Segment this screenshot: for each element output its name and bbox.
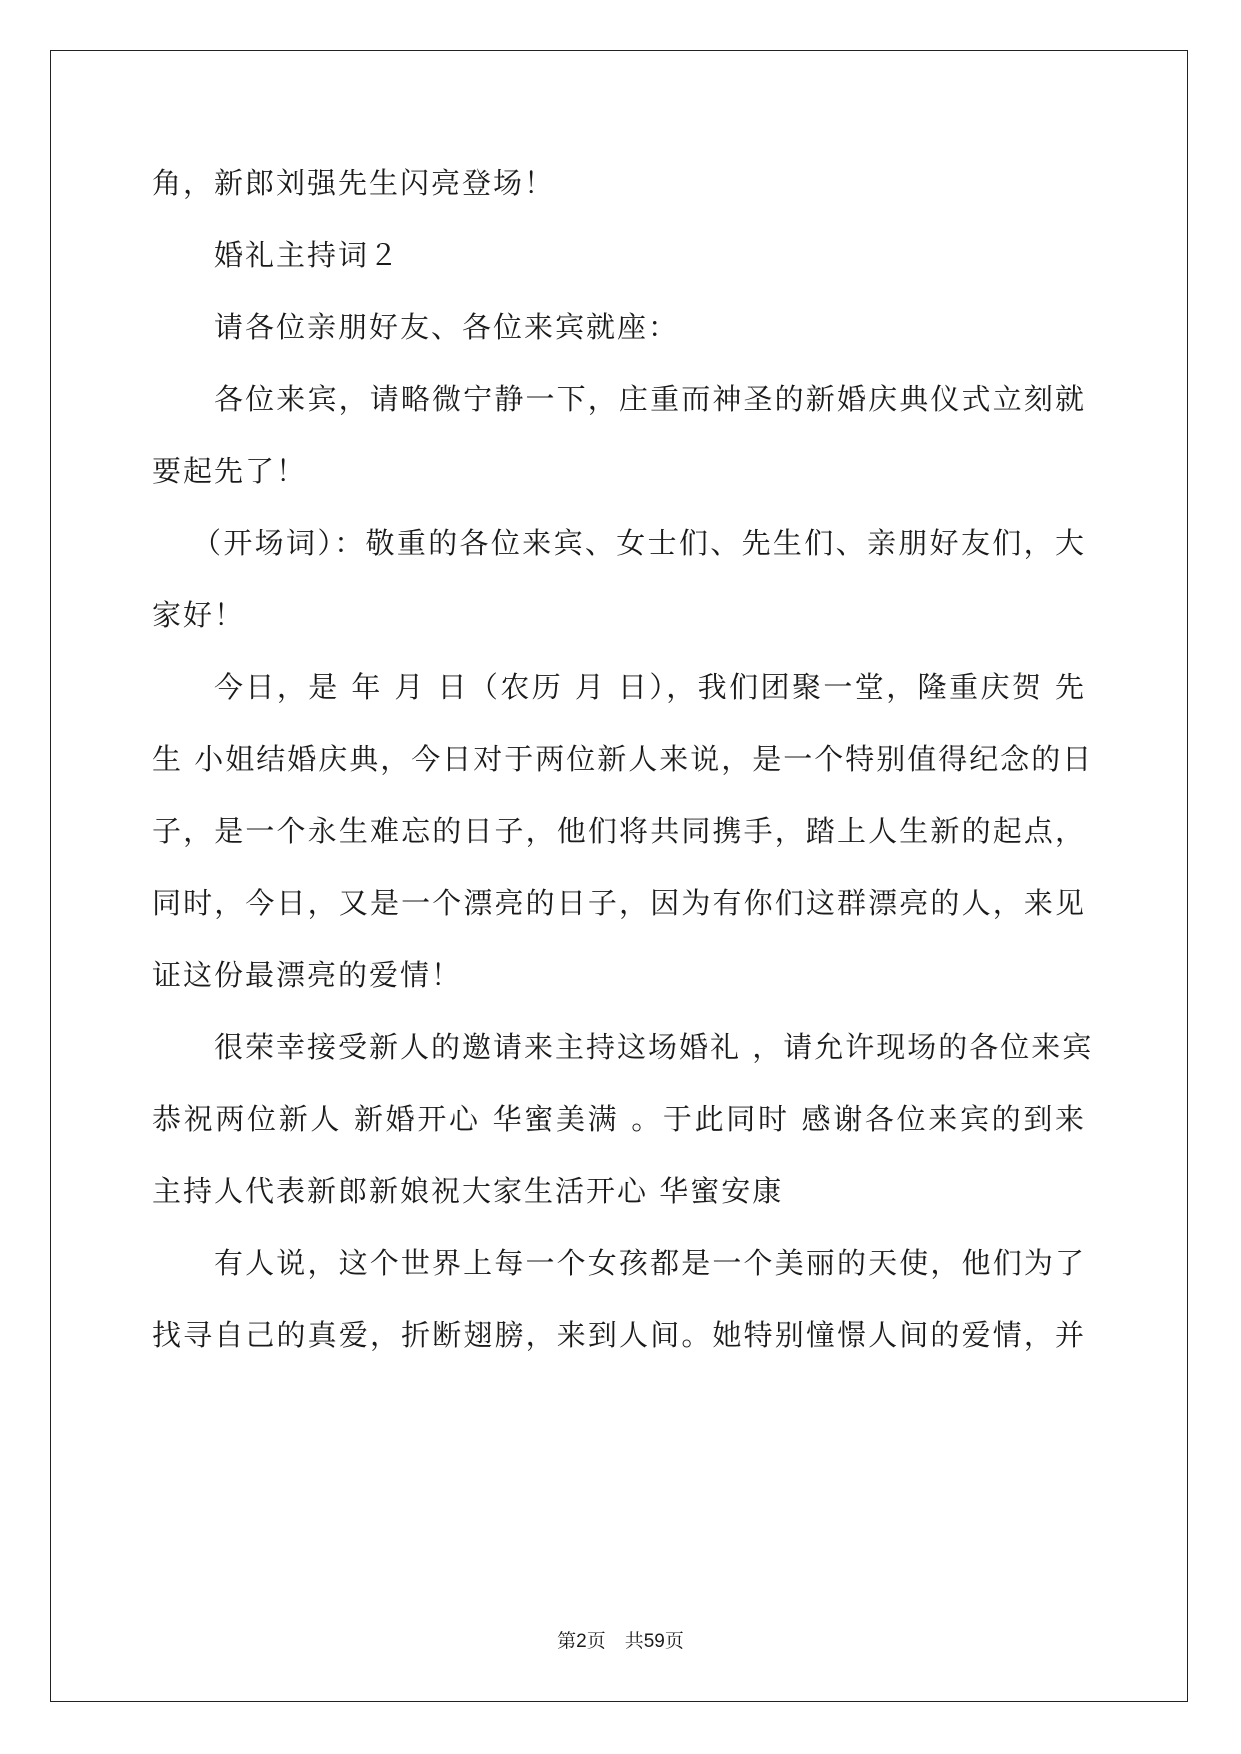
footer-suffix: 页 bbox=[664, 1631, 684, 1652]
text-line: 同时，今日，又是一个漂亮的日子，因为有你们这群漂亮的人，来见 bbox=[152, 886, 1086, 920]
text-line: 家好！ bbox=[152, 598, 246, 632]
text-line: 很荣幸接受新人的邀请来主持这场婚礼 ，请允许现场的各位来宾 bbox=[214, 1030, 1094, 1064]
text-line: 有人说，这个世界上每一个女孩都是一个美丽的天使，他们为了 bbox=[214, 1246, 1086, 1280]
page-footer bbox=[0, 1626, 1241, 1653]
text-line: （开场词）：敬重的各位来宾、女士们、先生们、亲朋好友们，大 bbox=[192, 526, 1086, 560]
text-line: 要起先了！ bbox=[152, 454, 308, 488]
text-line: 今日，是 年 月 日（农历 月 日），我们团聚一堂，隆重庆贺 先 bbox=[214, 670, 1086, 704]
footer-mid: 页 共 bbox=[586, 1631, 644, 1652]
text-line: 子，是一个永生难忘的日子，他们将共同携手，踏上人生新的起点， bbox=[152, 814, 1086, 848]
text-line: 主持人代表新郎新娘祝大家生活开心 华蜜安康 bbox=[152, 1174, 784, 1208]
text-line: 各位来宾，请略微宁静一下，庄重而神圣的新婚庆典仪式立刻就 bbox=[214, 382, 1086, 416]
text-line: 恭祝两位新人 新婚开心 华蜜美满 。于此同时 感谢各位来宾的到来 bbox=[152, 1102, 1086, 1136]
text-line: 角，新郎刘强先生闪亮登场！ bbox=[152, 166, 556, 200]
text-line: 请各位亲朋好友、各位来宾就座： bbox=[214, 310, 680, 344]
page-border bbox=[50, 50, 1188, 1702]
footer-prefix: 第 bbox=[557, 1631, 577, 1652]
text-line: 证这份最漂亮的爱情！ bbox=[152, 958, 463, 992]
section-heading: 婚礼主持词２ bbox=[214, 238, 401, 272]
current-page-number: 2 bbox=[576, 1631, 587, 1652]
total-page-count: 59 bbox=[643, 1631, 665, 1652]
text-line: 生 小姐结婚庆典，今日对于两位新人来说，是一个特别值得纪念的日 bbox=[152, 742, 1094, 776]
text-line: 找寻自己的真爱，折断翅膀，来到人间。她特别憧憬人间的爱情，并 bbox=[152, 1318, 1086, 1352]
